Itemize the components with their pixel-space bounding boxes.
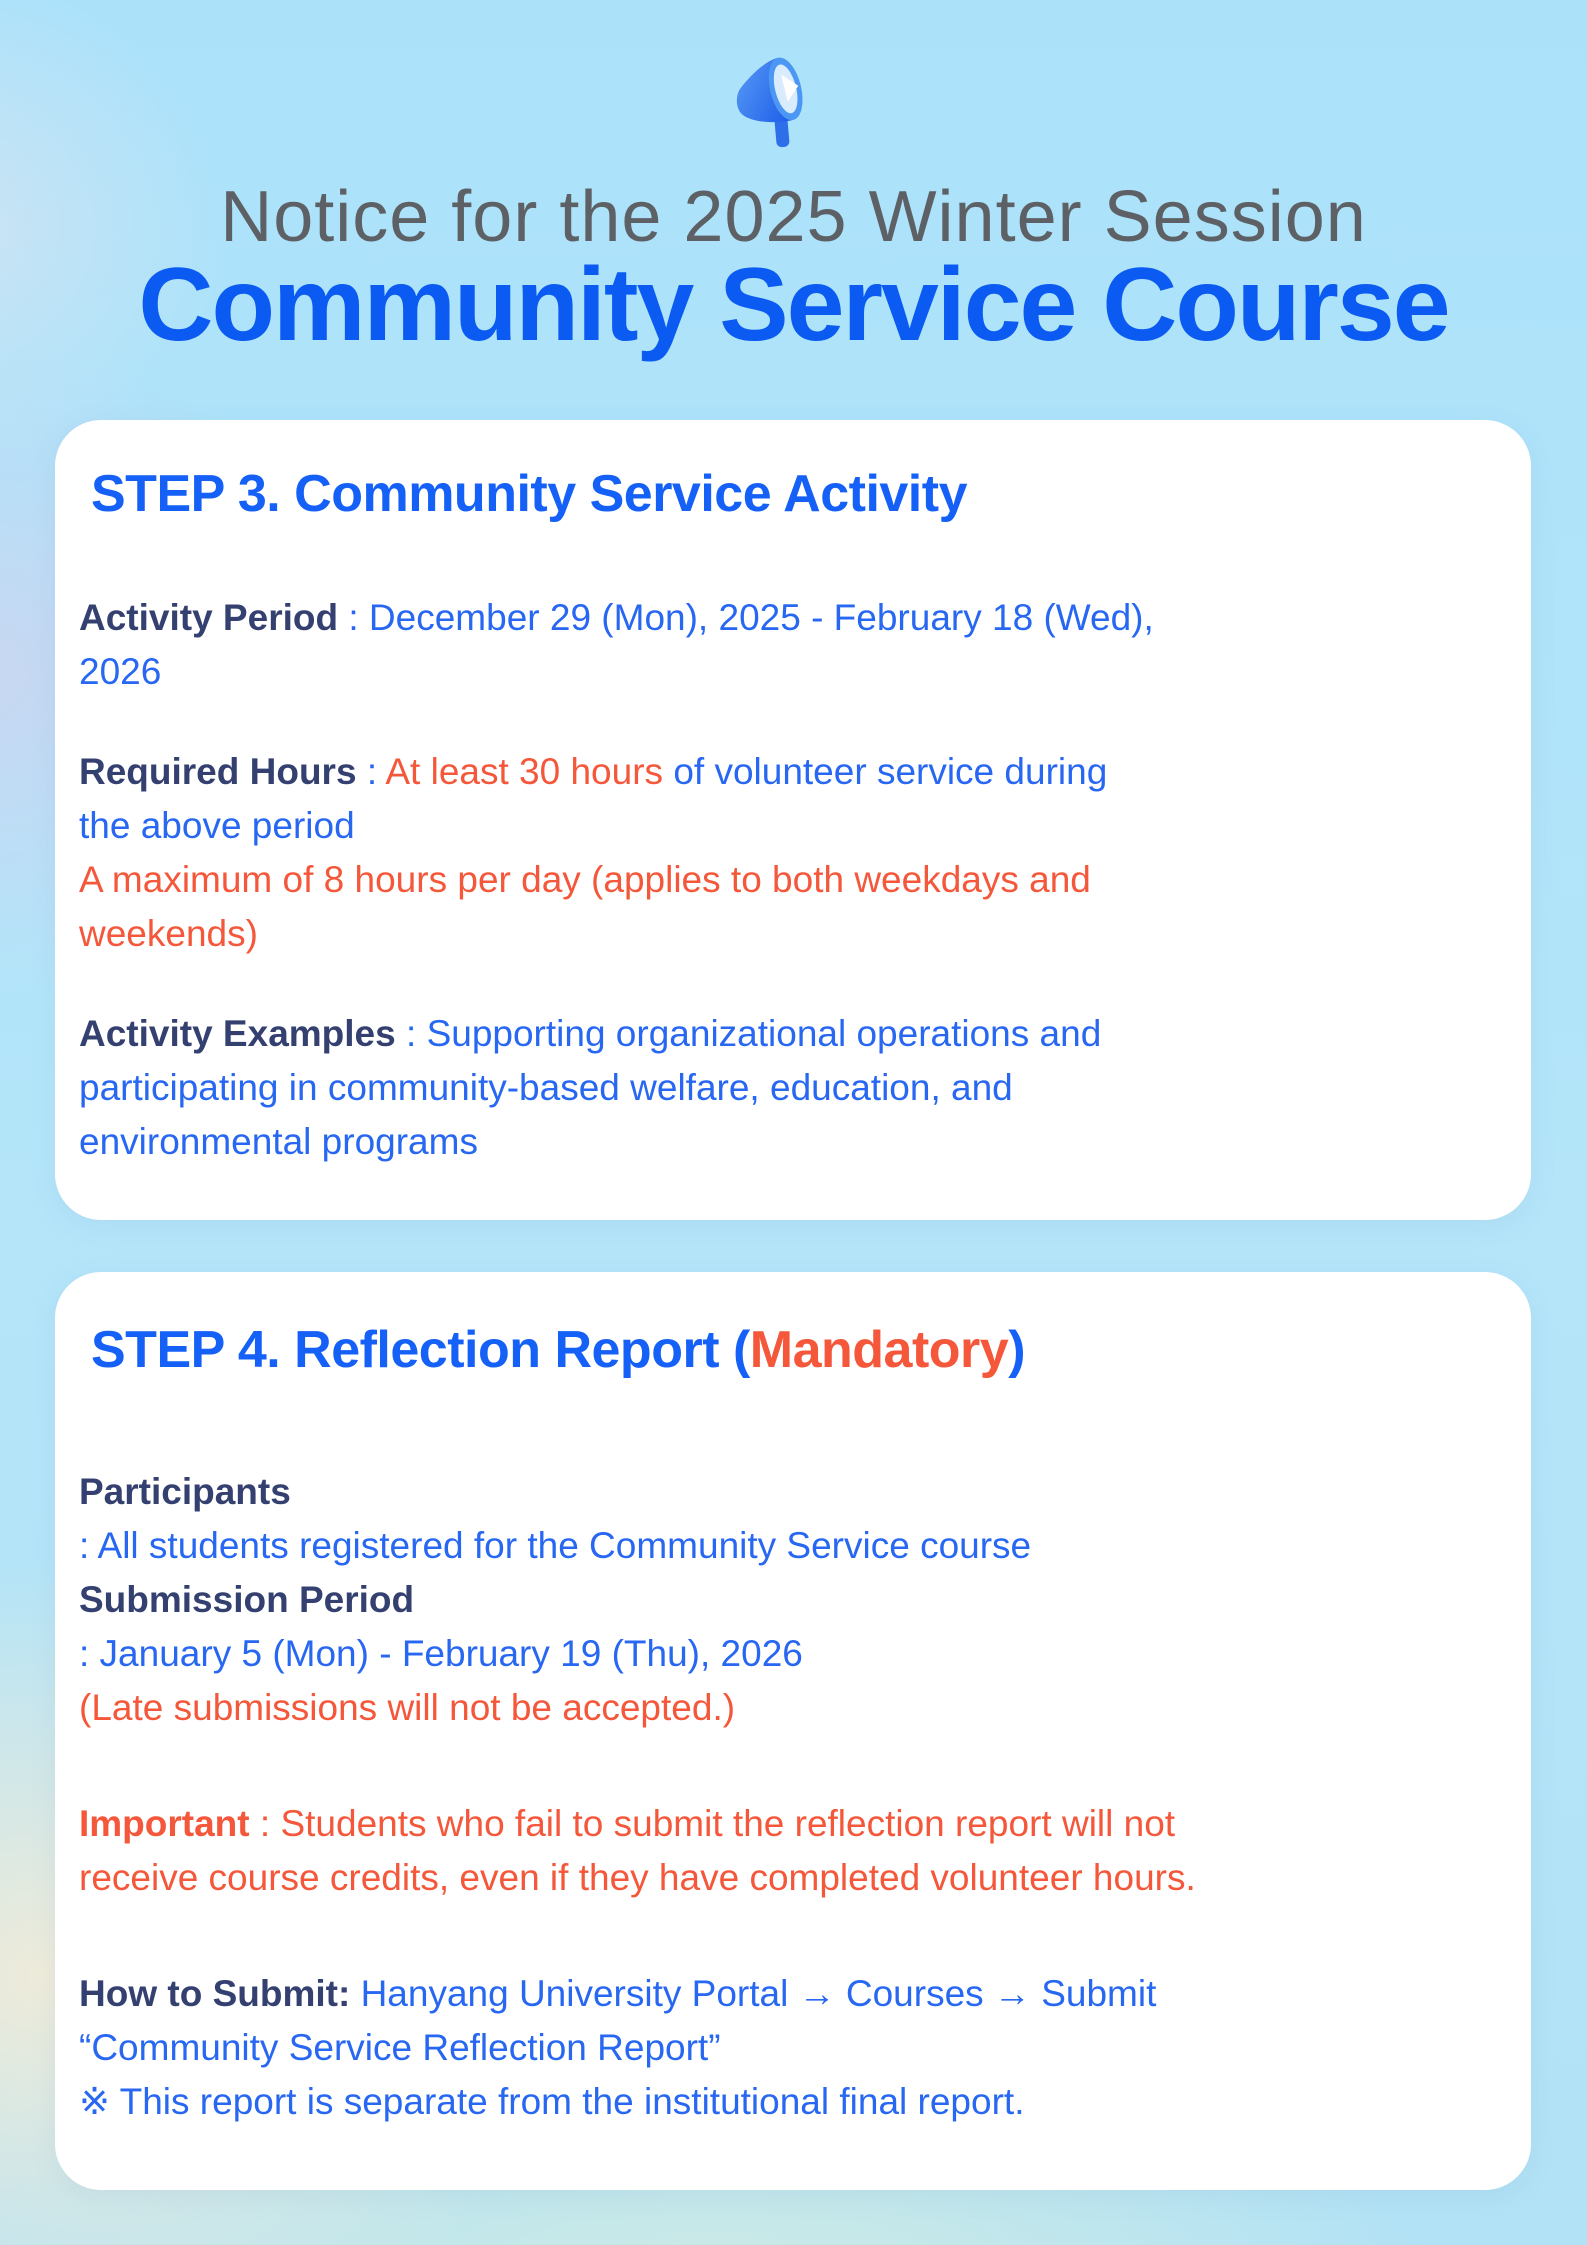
megaphone-icon	[731, 48, 817, 157]
text-segment: Supporting organizational operations and	[426, 1013, 1102, 1054]
text-segment: participating in community-based welfare, education, and	[79, 1067, 1013, 1108]
text-segment: At least 30 hours	[385, 751, 674, 792]
paragraph	[79, 591, 1515, 699]
text-segment: Activity Period	[79, 597, 339, 638]
paragraph	[79, 1465, 1515, 1735]
text-segment: weekends)	[79, 913, 258, 954]
card-body	[55, 527, 1531, 1169]
text-segment: How to Submit:	[79, 1973, 351, 2014]
text-segment: Students who fail to submit the reflection report will not	[280, 1803, 1176, 1844]
text-segment: 2026	[79, 651, 162, 692]
card-heading	[55, 420, 1531, 527]
text-segment: A maximum of 8 hours per day (applies to both weekdays and	[79, 859, 1091, 900]
text-segment: environmental programs	[79, 1121, 478, 1162]
text-segment: :	[356, 751, 386, 792]
page-title: Community Service Course	[138, 247, 1449, 363]
text-segment: STEP 3. Community Service Activity	[91, 465, 967, 523]
step4-card	[55, 1272, 1531, 2190]
text-segment: the above period	[79, 805, 355, 846]
text-segment: December 29 (Mon), 2025 - February 18 (Wed),	[368, 597, 1154, 638]
paragraph	[79, 1967, 1515, 2129]
paragraph	[79, 745, 1515, 961]
card-heading	[55, 1272, 1531, 1383]
text-segment: : January 5 (Mon) - February 19 (Thu), 2026	[79, 1633, 803, 1674]
text-segment: receive course credits, even if they have completed volunteer hours.	[79, 1857, 1196, 1898]
paragraph	[79, 1797, 1515, 1905]
text-segment: Important	[79, 1803, 250, 1844]
text-segment: :	[338, 597, 369, 638]
text-segment: (Late submissions will not be accepted.)	[79, 1687, 736, 1728]
text-segment: :	[249, 1803, 281, 1844]
notice-subtitle: Notice for the 2025 Winter Session	[220, 177, 1367, 257]
text-segment: : All students registered for the Community Service course	[79, 1525, 1032, 1566]
text-segment: Required Hours	[79, 751, 357, 792]
text-segment: Participants	[79, 1471, 291, 1512]
text-segment: “Community Service Reflection Report”	[79, 2027, 721, 2068]
text-segment: STEP 4. Reflection Report (	[91, 1321, 750, 1379]
text-segment: Hanyang University Portal → Courses → Submit	[350, 1973, 1157, 2014]
paragraph	[79, 1007, 1515, 1169]
text-segment: Activity Examples	[79, 1013, 396, 1054]
text-segment: Mandatory	[749, 1321, 1009, 1379]
text-segment: )	[1008, 1321, 1026, 1379]
text-segment: ※ This report is separate from the institutional final report.	[79, 2081, 1025, 2122]
text-segment: of volunteer service during	[673, 751, 1108, 792]
step3-card	[55, 420, 1531, 1220]
text-segment: Submission Period	[79, 1579, 415, 1620]
text-segment: :	[395, 1013, 427, 1054]
card-body	[55, 1383, 1531, 2129]
